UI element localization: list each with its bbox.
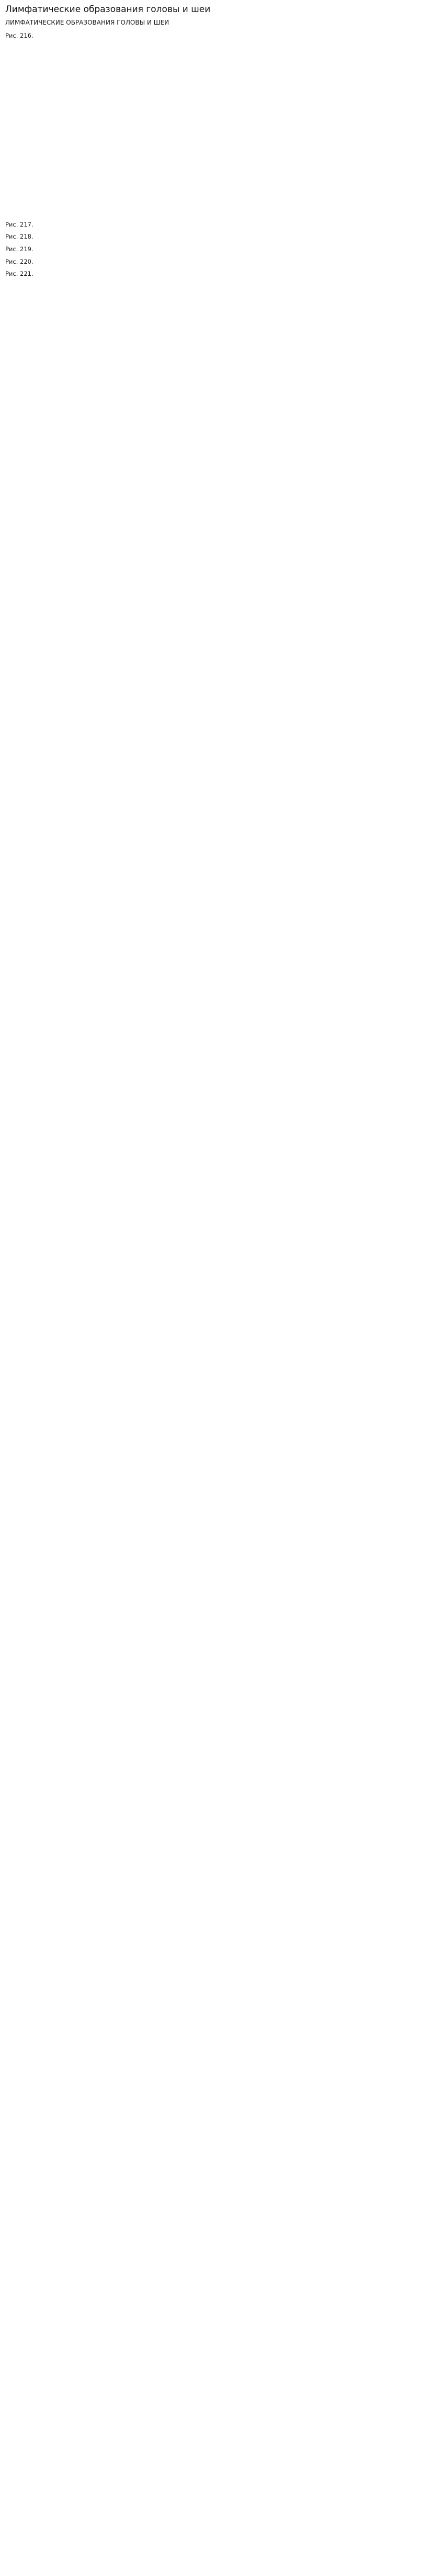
article-page <box>0 0 443 293</box>
figure-caption: Рис. 220. <box>5 257 33 265</box>
page-subtitle: ЛИМФАТИЧЕСКИЕ ОБРАЗОВАНИЯ ГОЛОВЫ И ШЕИ <box>5 18 169 26</box>
figure-caption: Рис. 218. <box>5 233 33 241</box>
figure-caption: Рис. 217. <box>5 220 33 228</box>
figure-caption: Рис. 219. <box>5 245 33 253</box>
figure-caption: Рис. 216. <box>5 32 33 40</box>
content-gap <box>5 44 438 217</box>
figure-caption: Рис. 221. <box>5 270 33 278</box>
article-part-1 <box>5 31 438 40</box>
article-part-2 <box>5 220 438 278</box>
page-title: Лимфатические образования головы и шеи <box>5 4 211 15</box>
